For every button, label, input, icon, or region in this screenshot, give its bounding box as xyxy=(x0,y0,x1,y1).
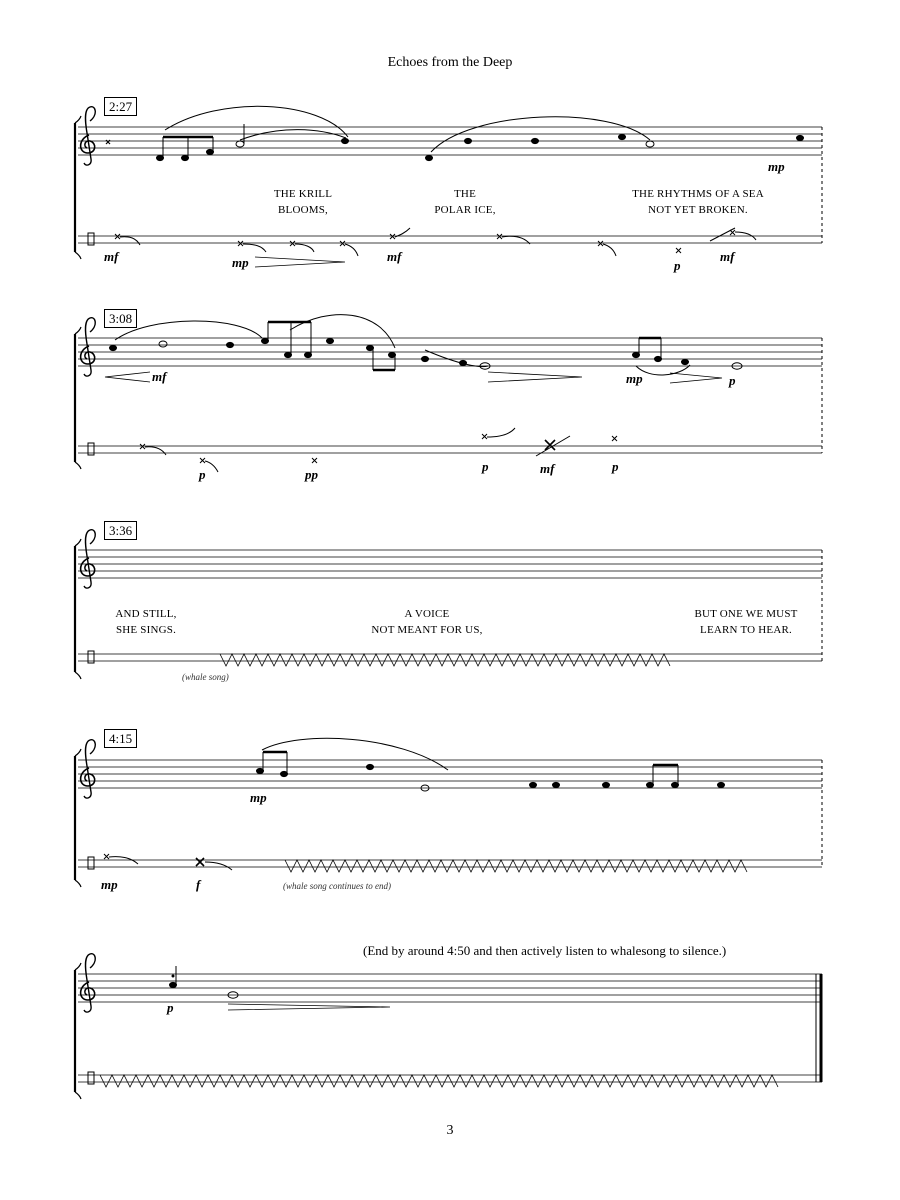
dynamic-marking: p xyxy=(674,258,681,273)
dynamic-marking: p xyxy=(199,467,206,482)
dynamic-marking: p xyxy=(729,373,736,388)
page-number: 3 xyxy=(446,1123,454,1138)
lyric-line: A VOICE xyxy=(404,608,450,620)
lyric-line: THE RHYTHMS OF A SEA xyxy=(632,188,764,200)
dynamic-marking: pp xyxy=(305,467,318,482)
dynamic-marking: mf xyxy=(540,461,555,476)
lyric-line: POLAR ICE, xyxy=(434,204,496,216)
dynamic-marking: mf xyxy=(104,249,119,264)
lyric-line: LEARN TO HEAR. xyxy=(700,624,792,636)
tempo-marking-2: 3:08 xyxy=(104,309,137,328)
lyric-line: NOT MEANT FOR US, xyxy=(371,624,483,636)
system-4 xyxy=(75,738,822,887)
dynamic-marking: p xyxy=(482,459,489,474)
dynamic-marking: mf xyxy=(152,369,167,384)
dynamic-marking: f xyxy=(196,877,201,892)
performance-note: (whale song continues to end) xyxy=(283,881,391,891)
lyric-1-3 xyxy=(618,186,778,218)
lyric-line: BLOOMS, xyxy=(278,204,328,216)
lyric-3-3 xyxy=(676,606,816,638)
lyric-1-2 xyxy=(415,186,515,218)
lyric-1-1 xyxy=(253,186,353,218)
lyric-line: BUT ONE WE MUST xyxy=(694,608,798,620)
dynamic-marking: p xyxy=(167,1000,174,1015)
tempo-marking-4: 4:15 xyxy=(104,729,137,748)
ending-instruction: (End by around 4:50 and then actively listen to whalesong to silence.) xyxy=(363,943,727,958)
dynamic-marking: mp xyxy=(626,371,643,386)
dynamic-marking: mf xyxy=(387,249,402,264)
lyric-line: SHE SINGS. xyxy=(115,624,177,636)
system-2 xyxy=(75,315,822,472)
dynamic-marking: mf xyxy=(720,249,735,264)
lyric-line: AND STILL, xyxy=(115,608,177,620)
tempo-marking-1: 2:27 xyxy=(104,97,137,116)
lyric-line: THE KRILL xyxy=(273,188,333,200)
dynamic-marking: mp xyxy=(250,790,267,805)
dynamic-marking: p xyxy=(612,459,619,474)
performance-note: (whale song) xyxy=(182,672,229,682)
system-5 xyxy=(75,954,822,1099)
lyric-3-2 xyxy=(357,606,497,638)
lyric-line: NOT YET BROKEN. xyxy=(648,204,748,216)
page-title: Echoes from the Deep xyxy=(387,55,513,70)
tempo-marking-3: 3:36 xyxy=(104,521,137,540)
lyric-3-1 xyxy=(96,606,196,638)
system-3 xyxy=(75,530,822,679)
dynamic-marking: mp xyxy=(768,159,785,174)
dynamic-marking: mp xyxy=(232,255,249,270)
lyric-line: THE xyxy=(454,188,476,200)
dynamic-marking: mp xyxy=(101,877,118,892)
